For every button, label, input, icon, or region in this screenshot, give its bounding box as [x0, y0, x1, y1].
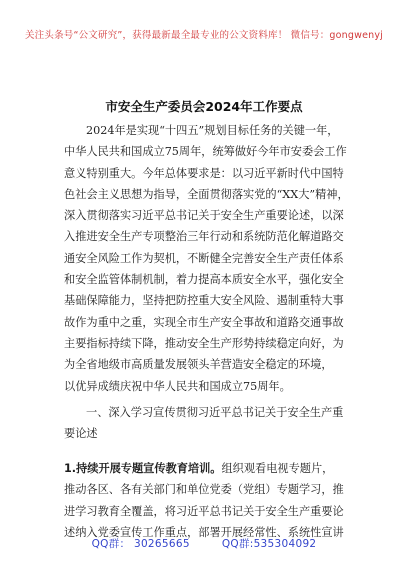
intro-line: 色社会主义思想为指导，全面贯彻落实党的“XX大”精神，	[64, 187, 349, 201]
document-title: 市安全生产委员会2024年工作要点	[105, 99, 303, 114]
footer-qq-group-2: QQ群:535304092	[221, 538, 317, 550]
intro-line: 和安全监管体制机制，着力提高本质安全水平，强化安全	[64, 273, 344, 287]
footer-qq-group-1: QQ群： 30265665	[91, 538, 190, 550]
intro-paragraph	[64, 120, 362, 397]
intro-line: 中华人民共和国成立75周年，统筹做好今年市安委会工作	[64, 145, 347, 159]
intro-line: 意义特别重大。今年总体要求是：以习近平新时代中国特	[64, 166, 344, 180]
intro-line: 通安全风险工作为契机，不断健全完善安全生产责任体系	[64, 251, 344, 265]
footer-contact	[0, 536, 408, 551]
item-1-heading: 1.持续开展专题宣传教育培训。	[64, 462, 222, 475]
intro-line: 主要指标持续下降，推动安全生产形势持续稳定向好，为	[64, 336, 344, 350]
section-line: 一、深入学习宣传贯彻习近平总书记关于安全生产重	[86, 406, 344, 419]
intro-line: 2024年是实现“十四五”规划目标任务的关键一年，	[86, 124, 339, 137]
intro-line: 深入贯彻落实习近平总书记关于安全生产重要论述，以深	[64, 209, 344, 223]
intro-line: 入推进安全生产专项整治三年行动和系统防范化解道路交	[64, 230, 344, 244]
item-1-first-rest: 组织观看电视专题片，	[221, 462, 334, 475]
item-1-first-line	[64, 458, 362, 479]
section-line: 要论述	[64, 427, 98, 441]
item-line: 述纳入党委宣传工作重点，部署开展经常性、系统性宣讲	[64, 525, 344, 539]
intro-line: 以优异成绩庆祝中华人民共和国成立75周年。	[64, 379, 291, 393]
item-line: 进学习教育全覆盖，将习近平总书记关于安全生产重要论	[64, 504, 344, 518]
section-heading-1	[64, 402, 362, 445]
item-line: 推动各区、各有关部门和单位党委（党组）专题学习，推	[64, 483, 344, 497]
header-promo-note: 关注头条号“公文研究”，获得最新最全最专业的公文资料库！ 微信号：gongwenyj	[24, 30, 384, 41]
intro-line: 故作为重中之重，实现全市生产安全事故和道路交通事故	[64, 315, 344, 329]
item-1-paragraph	[64, 458, 362, 543]
intro-line: 基础保障能力，坚持把防控重大安全风险、遏制重特大事	[64, 294, 344, 308]
intro-line: 为全省地级市高质量发展领头羊营造安全稳定的环境，	[64, 358, 333, 372]
